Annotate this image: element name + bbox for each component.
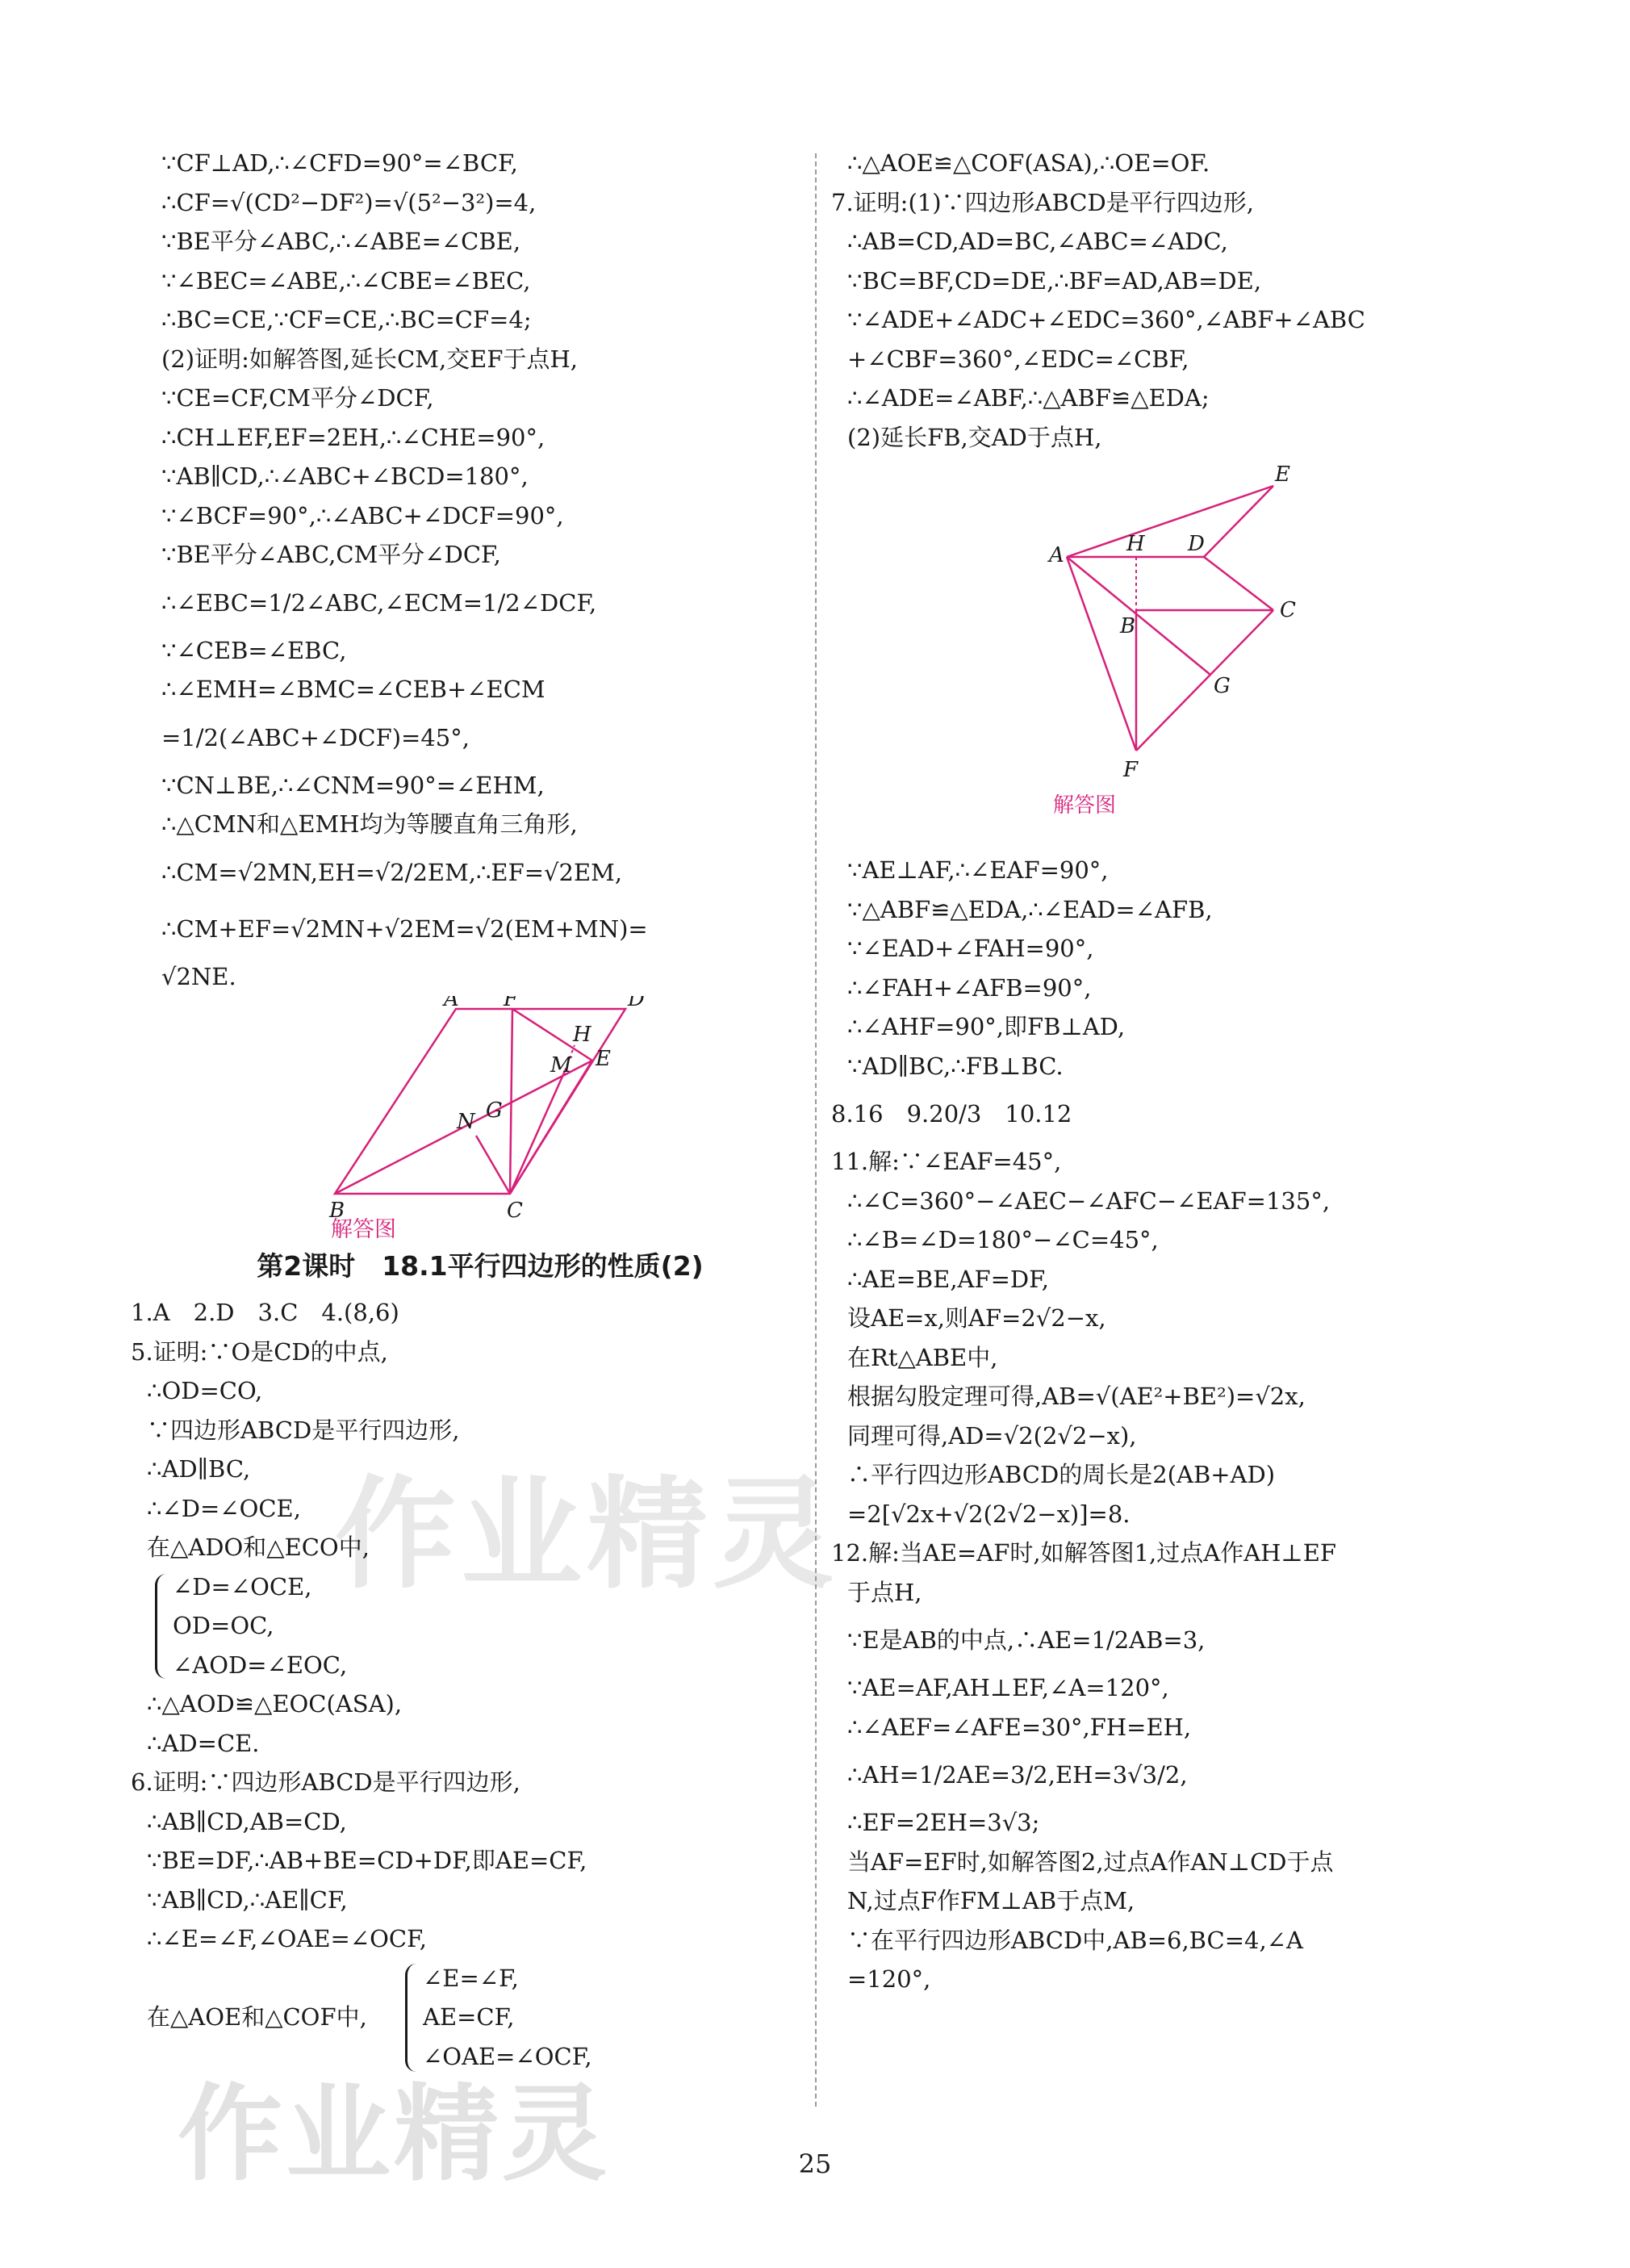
label-f: F [1123,758,1139,782]
text-line: ∵四边形ABCD是平行四边形, [147,1416,460,1444]
text-line: ∵AB∥CD,∴AE∥CF, [147,1885,348,1914]
text-line: ∵∠ADE+∠ADC+∠EDC=360°,∠ABF+∠ABC [847,306,1365,333]
text-line: =1/2(∠ABC+∠DCF)=45°, [161,723,470,751]
text-line: ∠OAE=∠OCF, [423,2042,592,2070]
text-line: ∵E是AB的中点,∴AE=1/2AB=3, [847,1626,1206,1654]
text-line: ∴△AOD≌△EOC(ASA), [147,1690,403,1718]
text-line: ∴BC=CE,∵CF=CE,∴BC=CF=4; [161,306,532,333]
right-column [831,144,1501,1999]
text-line: 根据勾股定理可得,AB=√(AE²+BE²)=√2x, [847,1383,1306,1410]
text-line: ∴EF=2EH=3√3; [847,1809,1040,1836]
right-part1 [831,144,1501,457]
text-line: 设AE=x,则AF=2√2−x, [847,1304,1106,1332]
text-line: ∠D=∠OCE, [173,1572,312,1601]
text-line: ∴CH⊥EF,EF=2EH,∴∠CHE=90°, [161,423,545,451]
section-heading: 第2课时 18.1平行四边形的性质(2) [257,1250,704,1282]
text-line: N,过点F作FM⊥AB于点M, [847,1887,1135,1914]
parallelogram-diagram-1 [161,996,799,1238]
figure-parallelogram-1 [161,996,799,1238]
text-line: ∵BE平分∠ABC,CM平分∠DCF, [161,541,501,568]
text-line: ∴CM+EF=√2MN+√2EM=√2(EM+MN)= [161,914,648,943]
text-line: 1.A 2.D 3.C 4.(8,6) [131,1299,399,1326]
text-line: ∴△AOE≌△COF(ASA),∴OE=OF. [847,149,1210,177]
left-column [131,144,799,2080]
text-line: ∴∠EBC=1/2∠ABC,∠ECM=1/2∠DCF, [161,588,597,617]
text-line: √2NE. [161,962,236,990]
text-line: ∵∠BEC=∠ABE,∴∠CBE=∠BEC, [161,266,531,295]
text-line: 6.证明:∵四边形ABCD是平行四边形, [131,1768,520,1796]
brace [155,1574,169,1679]
label-d: D [1188,532,1205,556]
label-a: A [444,996,459,1011]
text-line: (2)延长FB,交AD于点H, [847,423,1102,451]
label-b: B [329,1199,345,1223]
text-line: ∴CM=√2MN,EH=√2/2EM,∴EF=√2EM, [161,858,623,886]
text-line: ∵AE=AF,AH⊥EF,∠A=120°, [847,1674,1169,1701]
text-line: ∵BE平分∠ABC,∴∠ABE=∠CBE, [161,228,521,255]
page-number: 25 [798,2149,832,2179]
text-line: ∠E=∠F, [423,1964,519,1992]
text-line: AE=CF, [423,2003,515,2031]
figure-quadrilateral-2 [831,457,1501,851]
text-line: ∵BE=DF,∴AB+BE=CD+DF,即AE=CF, [147,1847,587,1874]
text-line: ∵CF⊥AD,∴∠CFD=90°=∠BCF, [161,149,518,177]
label-e: E [1275,462,1290,487]
label-n: N [457,1110,475,1134]
text-line: ∵CN⊥BE,∴∠CNM=90°=∠EHM, [161,771,545,799]
text-line: 11.解:∵∠EAF=45°, [831,1148,1062,1175]
text-line: OD=OC, [173,1612,274,1639]
text-line: ∵∠EAD+∠FAH=90°, [847,935,1094,962]
system-ado-eco [131,1567,799,1685]
text-line: 于点H, [847,1578,922,1606]
label-g: G [486,1098,503,1123]
segment-ae [1067,486,1273,557]
label-b: B [1120,614,1136,638]
text-line: ∴AE=BE,AF=DF, [847,1265,1049,1293]
text-line: =2[√2x+√2(2√2−x)]=8. [847,1500,1131,1528]
label-h: H [573,1023,591,1047]
text-line: ∠AOD=∠EOC, [173,1651,348,1679]
text-line: +∠CBF=360°,∠EDC=∠CBF, [847,345,1189,373]
label-d: D [628,996,645,1011]
right-part2 [831,851,1501,1999]
text-line: ∴∠AEF=∠AFE=30°,FH=EH, [847,1713,1192,1741]
text-line: ∵BC=BF,CD=DE,∴BF=AD,AB=DE, [847,266,1262,295]
segment-ce [510,1061,592,1194]
text-line: ∴AB∥CD,AB=CD, [147,1807,347,1835]
text-line: 当AF=EF时,如解答图2,过点A作AN⊥CD于点 [847,1847,1334,1876]
text-line: ∴△CMN和△EMH均为等腰直角三角形, [161,810,578,838]
text-line: ∴∠D=∠OCE, [147,1494,301,1522]
text-line: ∵△ABF≌△EDA,∴∠EAD=∠AFB, [847,895,1213,923]
text-line: 12.解:当AE=AF时,如解答图1,过点A作AH⊥EF [831,1539,1336,1567]
label-e: E [596,1047,611,1071]
text-line: ∵CE=CF,CM平分∠DCF, [161,384,434,412]
figure2-caption: 解答图 [1053,793,1117,818]
quadrilateral-diagram-2 [831,457,1501,851]
segment-cn [476,1136,510,1194]
answers-8-10: 8.16 9.20/3 10.12 [831,1100,1072,1128]
text-line: 5.证明:∵O是CD的中点, [131,1337,388,1366]
column-divider [815,153,817,2107]
text-line: ∴∠ADE=∠ABF,∴△ABF≌△EDA; [847,384,1210,412]
text-line: =120°, [847,1965,931,1993]
text-line: ∵∠BCF=90°,∴∠ABC+∠DCF=90°, [161,501,564,529]
text-line: ∴∠AHF=90°,即FB⊥AD, [847,1013,1126,1040]
label-c: C [507,1199,523,1223]
label-m: M [550,1053,572,1078]
text-line: ∴AH=1/2AE=3/2,EH=3√3/2, [847,1761,1188,1789]
label-c: C [1280,598,1296,622]
label-f: F [504,996,519,1011]
text-line: 同理可得,AD=√2(2√2−x), [847,1421,1137,1450]
label-h: H [1126,532,1145,556]
text-line: ∴∠C=360°−∠AEC−∠AFC−∠EAF=135°, [847,1186,1331,1215]
text-line: (2)证明:如解答图,延长CM,交EF于点H, [161,345,578,373]
label-g: G [1214,674,1231,698]
left-part1 [161,144,799,996]
text-line: ∵在平行四边形ABCD中,AB=6,BC=4,∠A [847,1926,1303,1954]
text-line: 在Rt△ABE中, [847,1343,998,1371]
segment-de [1204,486,1273,557]
text-line: ∵∠CEB=∠EBC, [161,636,347,664]
text-line: 7.证明:(1)∵四边形ABCD是平行四边形, [831,188,1254,216]
text-line: ∵AB∥CD,∴∠ABC+∠BCD=180°, [161,462,529,490]
text-line: ∴OD=CO, [147,1377,263,1404]
text-line: ∴平行四边形ABCD的周长是2(AB+AD) [847,1461,1276,1488]
figure1-caption: 解答图 [331,1217,396,1238]
text-line: ∵AE⊥AF,∴∠EAF=90°, [847,856,1109,884]
text-line: 在△ADO和△ECO中, [147,1534,370,1561]
left-part2 [131,1293,799,2080]
segment-dc [1204,557,1273,610]
text-line: ∵AD∥BC,∴FB⊥BC. [847,1052,1064,1080]
text-line: ∴∠E=∠F,∠OAE=∠OCF, [147,1925,427,1952]
text-line: 在△AOE和△COF中, [147,2002,367,2031]
label-a: A [1049,543,1064,567]
watermark-bottom: 作业精灵 [178,2073,611,2195]
text-line: ∴AD∥BC, [147,1455,251,1483]
text-line: ∴AB=CD,AD=BC,∠ABC=∠ADC, [847,228,1228,255]
watermark-center: 作业精灵 [335,1465,839,1605]
text-line: ∴∠EMH=∠BMC=∠CEB+∠ECM [161,676,545,703]
text-line: ∴∠FAH+∠AFB=90°, [847,973,1092,1002]
text-line: ∴AD=CE. [147,1729,260,1757]
text-line: ∴∠B=∠D=180°−∠C=45°, [847,1226,1159,1253]
text-line: ∴CF=√(CD²−DF²)=√(5²−3²)=4, [161,188,537,216]
